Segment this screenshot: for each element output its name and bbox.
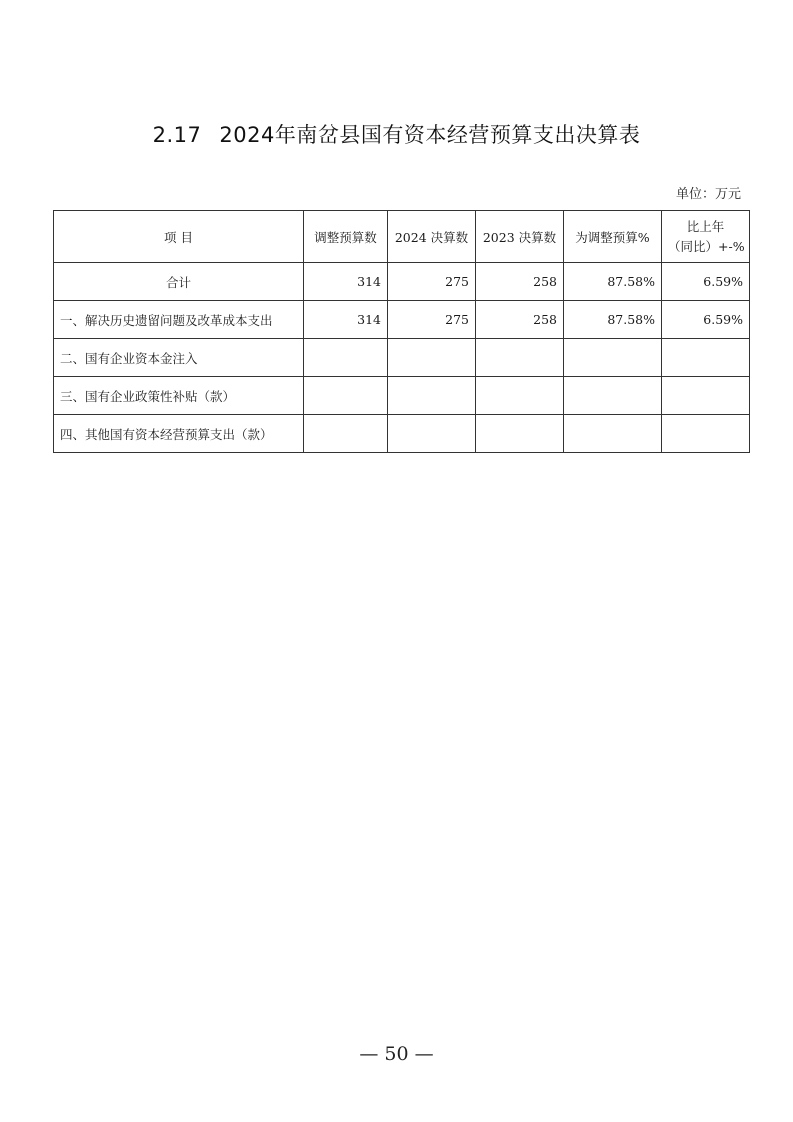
table-row — [54, 301, 750, 339]
header-yoy-line2: （同比）+-% — [668, 238, 745, 254]
row-pct-of-budget — [564, 415, 662, 453]
header-item: 项 目 — [54, 211, 304, 263]
row-item: 一、解决历史遗留问题及改革成本支出 — [54, 301, 304, 339]
row-final-2024: 275 — [388, 263, 476, 301]
header-final-2024: 2024 决算数 — [388, 211, 476, 263]
row-item: 三、国有企业政策性补贴（款） — [54, 377, 304, 415]
page-number: — 50 — — [359, 1043, 434, 1065]
row-final-2023 — [476, 415, 564, 453]
table-header-row — [54, 211, 750, 263]
row-item: 四、其他国有资本经营预算支出（款） — [54, 415, 304, 453]
title-text: 2024年南岔县国有资本经营预算支出决算表 — [219, 123, 641, 147]
row-pct-of-budget: 87.58% — [564, 263, 662, 301]
row-item: 二、国有企业资本金注入 — [54, 339, 304, 377]
row-pct-of-budget — [564, 377, 662, 415]
row-adjusted-budget — [304, 339, 388, 377]
table-row — [54, 339, 750, 377]
header-adjusted-budget: 调整预算数 — [304, 211, 388, 263]
row-pct-of-budget — [564, 339, 662, 377]
table-row — [54, 415, 750, 453]
table-row — [54, 377, 750, 415]
row-final-2024 — [388, 377, 476, 415]
row-final-2023 — [476, 339, 564, 377]
page-title — [0, 119, 793, 149]
row-final-2024: 275 — [388, 301, 476, 339]
header-final-2023: 2023 决算数 — [476, 211, 564, 263]
header-yoy — [662, 211, 750, 263]
row-pct-of-budget: 87.58% — [564, 301, 662, 339]
row-yoy — [662, 415, 750, 453]
row-final-2023: 258 — [476, 301, 564, 339]
table-row — [54, 263, 750, 301]
row-yoy — [662, 377, 750, 415]
header-pct-of-budget: 为调整预算% — [564, 211, 662, 263]
row-adjusted-budget: 314 — [304, 263, 388, 301]
unit-label: 单位：万元 — [675, 187, 741, 202]
row-yoy: 6.59% — [662, 263, 750, 301]
row-yoy — [662, 339, 750, 377]
row-yoy: 6.59% — [662, 301, 750, 339]
header-yoy-line1: 比上年 — [686, 218, 725, 234]
row-final-2024 — [388, 339, 476, 377]
row-item: 合计 — [54, 263, 304, 301]
row-final-2023: 258 — [476, 263, 564, 301]
budget-table — [53, 210, 750, 453]
row-adjusted-budget — [304, 377, 388, 415]
section-number: 2.17 — [152, 123, 202, 147]
row-final-2024 — [388, 415, 476, 453]
row-adjusted-budget: 314 — [304, 301, 388, 339]
row-adjusted-budget — [304, 415, 388, 453]
row-final-2023 — [476, 377, 564, 415]
